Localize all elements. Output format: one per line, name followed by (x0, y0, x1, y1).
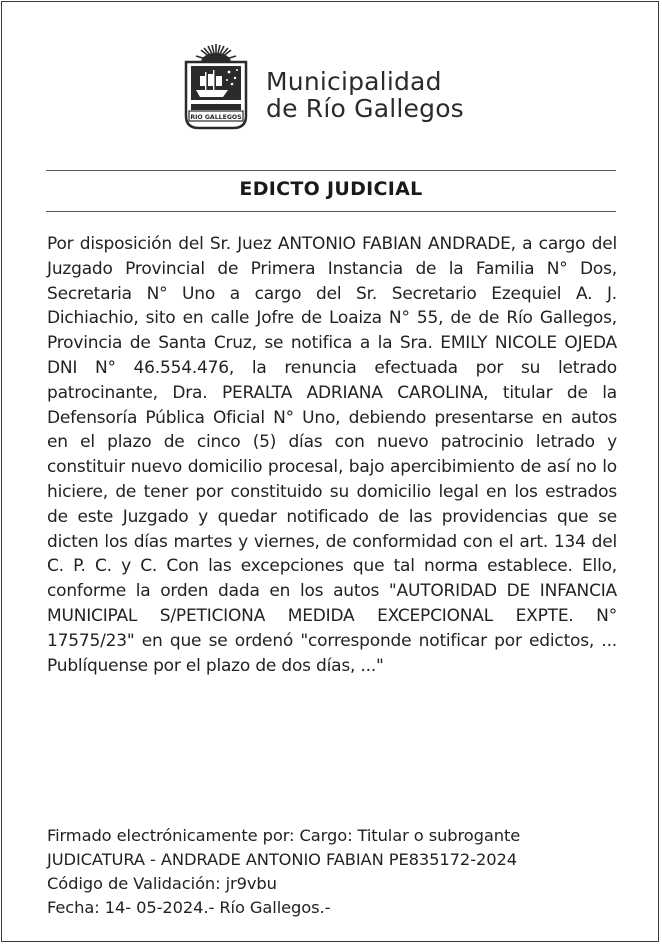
title-divider (46, 211, 616, 212)
header (0, 40, 662, 140)
brand-line-2: de Río Gallegos (266, 94, 464, 123)
brand-name (266, 68, 464, 122)
municipal-crest-icon (183, 42, 249, 132)
signature-line-signer: Firmado electrónicamente por: Cargo: Titular o subrogante (47, 826, 521, 845)
brand-line-1: Municipalidad (266, 67, 442, 96)
signature-line-validation: Código de Validación: jr9vbu (47, 874, 277, 893)
crest-label: RIO GALLEGOS (190, 114, 242, 121)
top-divider (46, 170, 616, 171)
signature-block (47, 824, 622, 920)
document-title: EDICTO JUDICIAL (239, 178, 423, 200)
signature-line-judicature: JUDICATURA - ANDRADE ANTONIO FABIAN PE835172-2024 (47, 850, 518, 869)
edict-body: Por disposición del Sr. Juez ANTONIO FABIAN ANDRADE, a cargo del Juzgado Provincial de Primera Instancia de la Familia N° Dos, Secretaria N° Uno a cargo del Sr. Secretario Ezequiel A. J. Dichiachio, sito en calle Jofre de Loaiza N° 55, de de Río Gallegos, Provincia de Santa Cruz, se notifica a la Sra. EMILY NICOLE OJEDA DNI N° 46.554.476, la renuncia efectuada por su letrado patrocinante, Dra. PERALTA ADRIANA CAROLINA, titular de la Defensoría Pública Oficial N° Uno, debiendo presentarse en autos en el plazo de cinco (5) días con nuevo patrocinio letrado y constituir nuevo domicilio procesal, bajo apercibimiento de así no lo hiciere, de tener por constituido su domicilio legal en los estrados de este Juzgado y quedar notificado de las providencias que se dicten los días martes y viernes, de conformidad con el art. 134 del C. P. C. y C. Con las excepciones que tal norma establece. Ello, conforme la orden dada en los autos "AUTORIDAD DE INFANCIA MUNICIPAL S/PETICIONA MEDIDA EXCEPCIONAL EXPTE. N° 17575/23" en que se ordenó "corresponde notificar por edictos, ... Publíquense por el plazo de dos días, ..." (47, 234, 617, 676)
signature-line-date: Fecha: 14- 05-2024.- Río Gallegos.- (47, 898, 331, 917)
